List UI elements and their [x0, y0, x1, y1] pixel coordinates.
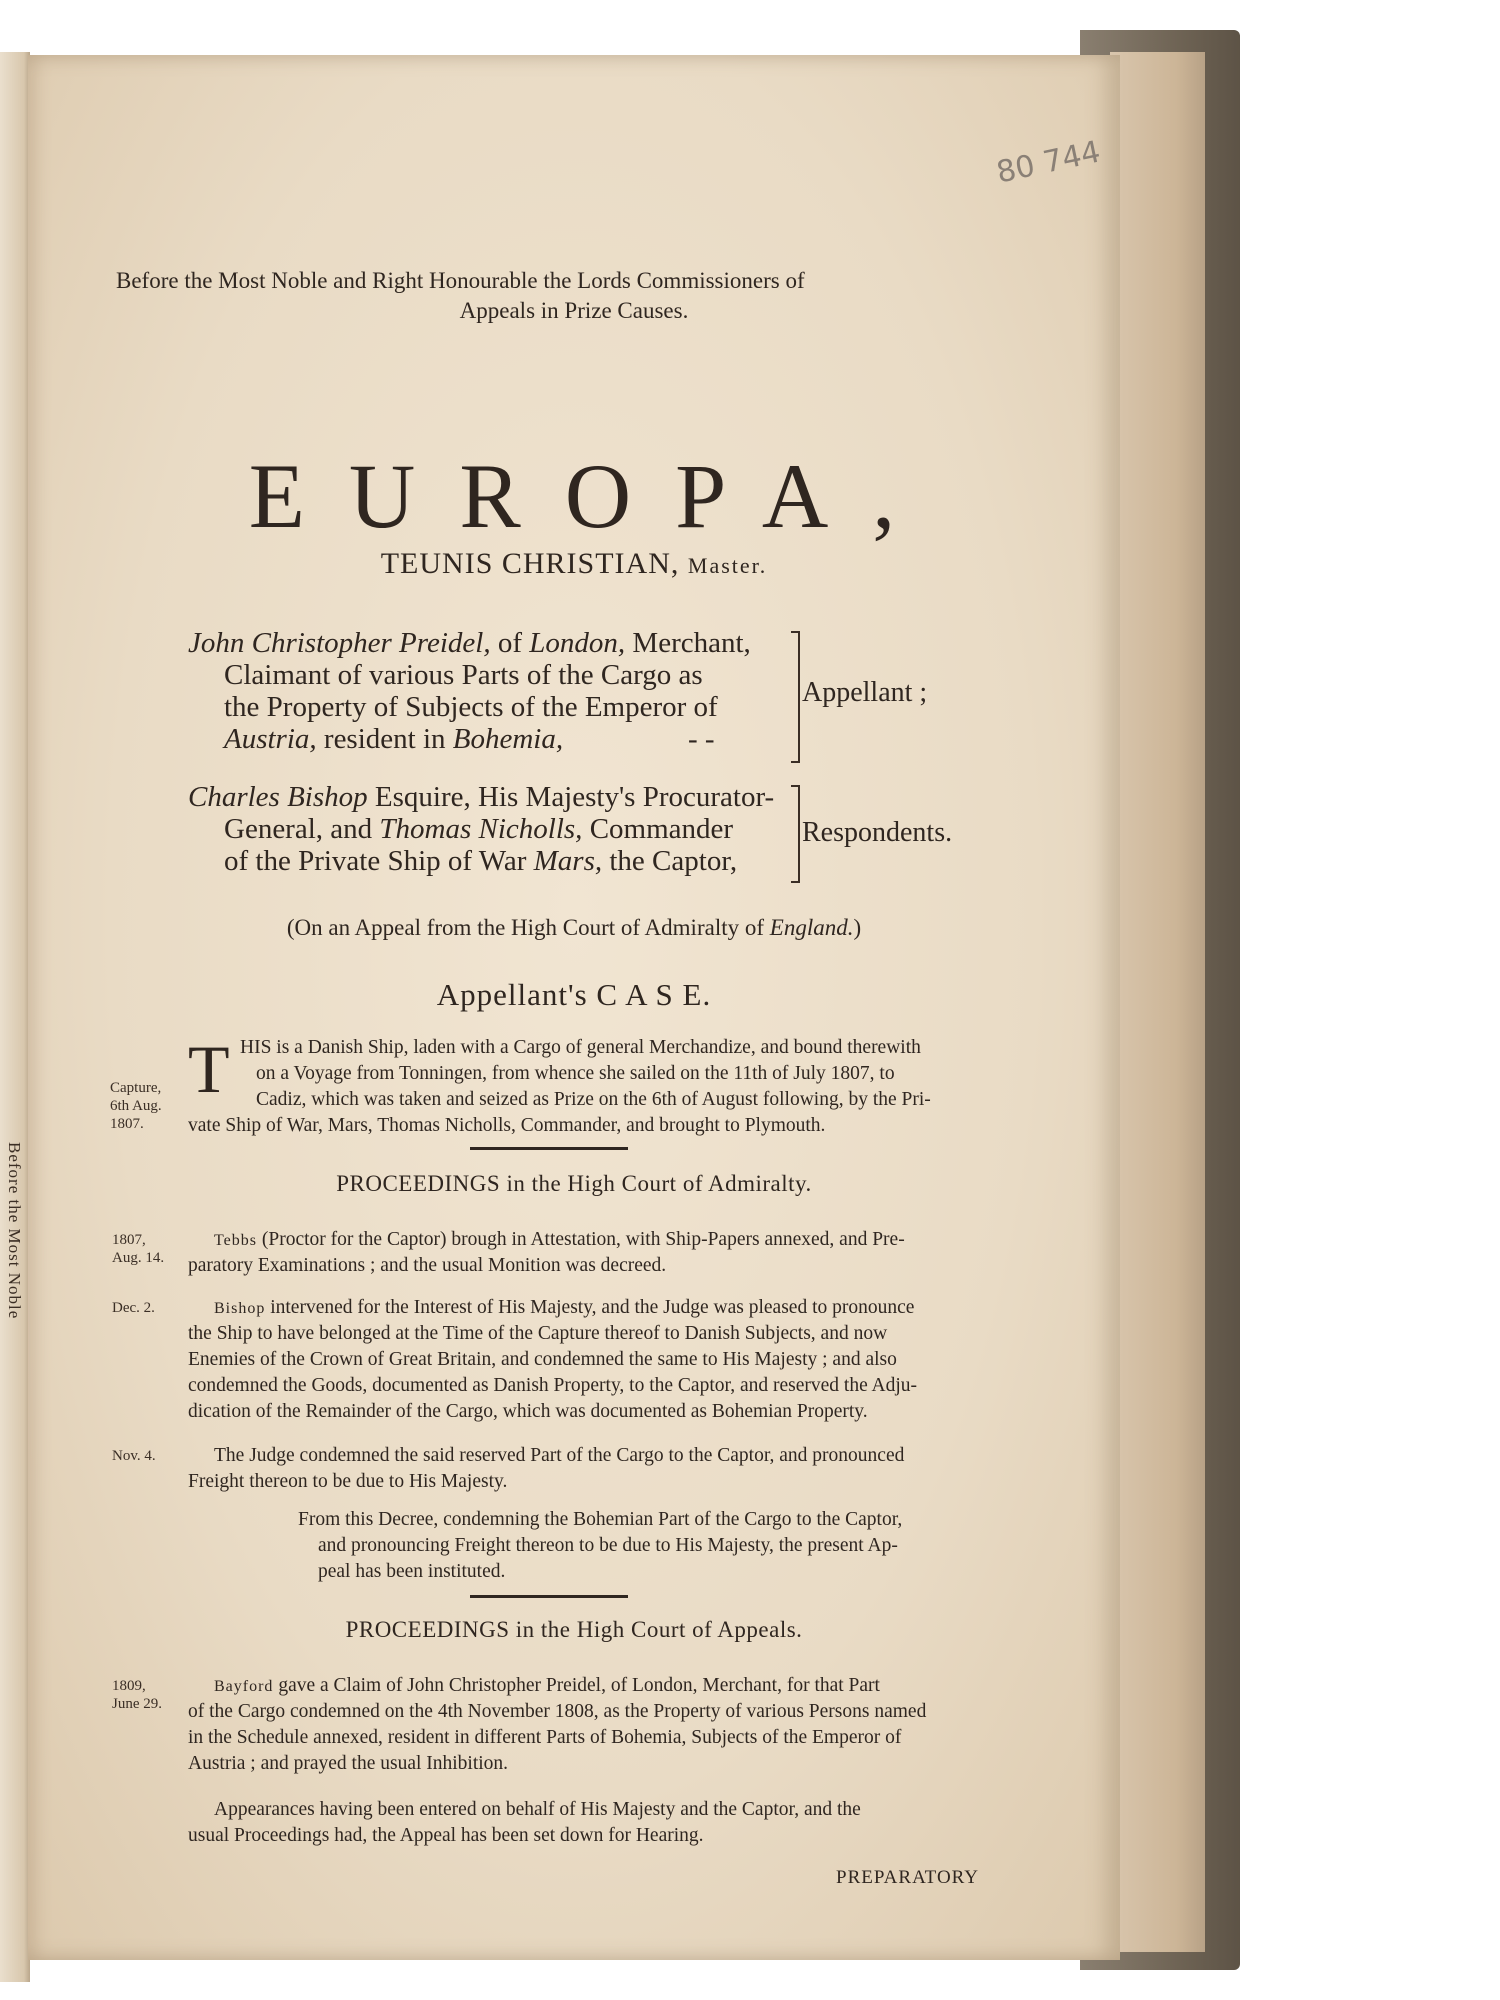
- appeals-p2-line-2: usual Proceedings had, the Appeal has been set down for Hearing.: [188, 1825, 704, 1846]
- capture-margin-note: [110, 1079, 162, 1133]
- appellant-name: John Christopher Preidel,: [188, 627, 491, 659]
- header-line-1: Before the Most Noble and Right Honourable the Lords Commissioners of: [116, 268, 805, 293]
- appellant-line-3: the Property of Subjects of the Emperor of: [224, 691, 718, 723]
- appeal-close: ): [853, 915, 862, 940]
- margin-note-line: Aug. 14.: [112, 1250, 165, 1266]
- admiralty-p2-margin: [112, 1299, 155, 1317]
- appellant-role: Appellant ;: [802, 677, 928, 708]
- appellant-dashes: - -: [688, 723, 715, 755]
- appeals-p1-text: gave a Claim of John Christopher Preidel, of London, Merchant, for that Part: [273, 1675, 880, 1696]
- case-line-4: vate Ship of War, Mars, Thomas Nicholls, Commander, and brought to Plymouth.: [188, 1115, 826, 1136]
- case-line-2: on a Voyage from Tonningen, from whence she sailed on the 11th of July 1807, to: [256, 1063, 895, 1084]
- pencil-inventory-number: 80 744: [993, 134, 1104, 191]
- admiralty-p2-line-2: the Ship to have belonged at the Time of the Capture thereof to Danish Subjects, and now: [188, 1323, 888, 1344]
- respondent-line-1: [188, 781, 774, 814]
- margin-note-line: 6th Aug.: [110, 1098, 162, 1114]
- appellant-line-2: Claimant of various Parts of the Cargo as: [224, 659, 703, 691]
- appellant-country: Austria,: [224, 723, 317, 755]
- appellant-resident: resident in: [316, 723, 453, 755]
- admiralty-p4-line-3: peal has been instituted.: [318, 1561, 506, 1582]
- divider-rule: [470, 1595, 628, 1598]
- appeals-p1-line-3: in the Schedule annexed, resident in different Parts of Bohemia, Subjects of the Emperor of: [188, 1727, 902, 1748]
- margin-note-line: Capture,: [110, 1080, 162, 1096]
- proctor-name: Tebbs: [214, 1232, 257, 1249]
- catchword: PREPARATORY: [836, 1867, 980, 1888]
- admiralty-p2-line-1: [214, 1295, 914, 1322]
- page-edges: [1110, 52, 1205, 1952]
- appeal-text: (On an Appeal from the High Court of Admiralty of: [286, 915, 770, 940]
- facing-page: [0, 52, 30, 1982]
- master-line: [28, 547, 1120, 581]
- respondent-general: General, and: [224, 813, 380, 845]
- respondent-line-2: [224, 813, 733, 846]
- case-line-3: Cadiz, which was taken and seized as Prize on the 6th of August following, by the Pri-: [256, 1089, 931, 1110]
- admiralty-p4-line-1: From this Decree, condemning the Bohemian Part of the Cargo to the Captor,: [298, 1509, 903, 1530]
- appellant-region: Bohemia,: [452, 723, 564, 755]
- appeals-p1-line-2: of the Cargo condemned on the 4th November 1808, as the Property of various Persons named: [188, 1701, 927, 1722]
- respondent-role: Respondents.: [802, 817, 953, 848]
- respondent-ship-prefix: of the Private Ship of War: [224, 845, 534, 877]
- appellant-line-4: [224, 723, 563, 756]
- admiralty-p2-line-3: Enemies of the Crown of Great Britain, and condemned the same to His Majesty ; and also: [188, 1349, 897, 1370]
- appeal-line: [28, 915, 1120, 941]
- appellant-brace: [791, 631, 800, 763]
- admiralty-p4-line-2: and pronouncing Freight thereon to be due to His Majesty, the present Ap-: [318, 1535, 898, 1556]
- appeals-p2-line-1: Appearances having been entered on behalf of His Majesty and the Captor, and the: [214, 1799, 861, 1820]
- appellant-of: of: [490, 627, 530, 659]
- respondent-captor: the Captor,: [602, 845, 738, 877]
- case-drop-cap: T: [188, 1031, 230, 1107]
- admiralty-p3-margin: [112, 1447, 156, 1465]
- respondent-brace: [791, 785, 800, 883]
- appeals-p1-margin: [112, 1677, 162, 1713]
- claimant-proctor-name: Bayford: [214, 1678, 274, 1695]
- margin-note-line: Dec. 2.: [112, 1300, 155, 1316]
- divider-rule: [470, 1147, 628, 1150]
- admiralty-p2-text: intervened for the Interest of His Majesty, and the Judge was pleased to pronounce: [265, 1297, 915, 1318]
- appeals-title: [28, 1617, 1120, 1643]
- margin-note-line: 1809,: [112, 1678, 146, 1694]
- margin-note-line: 1807.: [110, 1116, 144, 1132]
- appellant-line-1: [188, 627, 751, 660]
- case-title: Appellant's C A S E.: [436, 977, 712, 1012]
- appeals-title-caps: PROCEEDINGS: [345, 1617, 510, 1642]
- margin-note-line: June 29.: [112, 1696, 162, 1712]
- admiralty-p1-line-2: paratory Examinations ; and the usual Monition was decreed.: [188, 1255, 667, 1276]
- admiralty-p1-margin: [112, 1231, 164, 1267]
- admiralty-p2-line-5: dication of the Remainder of the Cargo, which was documented as Bohemian Property.: [188, 1401, 868, 1422]
- respondent-title-2: Commander: [582, 813, 734, 845]
- respondent-title-1: Esquire, His Majesty's Procurator-: [367, 781, 775, 813]
- header-line-2: Appeals in Prize Causes.: [459, 298, 689, 323]
- appeals-title-rest: in the High Court of Appeals.: [509, 1617, 803, 1642]
- appellant-occupation: Merchant,: [625, 627, 751, 659]
- admiralty-p3-line-1: The Judge condemned the said reserved Part of the Cargo to the Captor, and pronounced: [214, 1445, 905, 1466]
- appeals-p1-line-1: [214, 1673, 880, 1700]
- admiralty-title-rest: in the High Court of Admiralty.: [500, 1171, 812, 1196]
- margin-note-line: Nov. 4.: [112, 1448, 156, 1464]
- case-line-1: HIS is a Danish Ship, laden with a Cargo of general Merchandize, and bound therewith: [240, 1037, 921, 1058]
- spine-text: Before the Most Noble: [5, 1142, 24, 1320]
- admiralty-p3-line-2: Freight thereon to be due to His Majesty.: [188, 1471, 508, 1492]
- master-name: TEUNIS CHRISTIAN,: [380, 547, 680, 580]
- master-word: Master.: [687, 553, 768, 578]
- respondent-name-2: Thomas Nicholls,: [379, 813, 583, 845]
- admiralty-title-caps: PROCEEDINGS: [336, 1171, 501, 1196]
- document-page: [28, 55, 1120, 1960]
- admiralty-p1-text: (Proctor for the Captor) brough in Attestation, with Ship-Papers annexed, and Pre-: [256, 1229, 905, 1250]
- admiralty-p2-line-4: condemned the Goods, documented as Danish Property, to the Captor, and reserved the Adju-: [188, 1375, 918, 1396]
- admiralty-title: [28, 1171, 1120, 1197]
- appellant-place: London,: [529, 627, 626, 659]
- appeal-place: England.: [769, 915, 854, 940]
- admiralty-p1-line-1: [214, 1227, 905, 1254]
- ship-title: EUROPA,: [248, 445, 940, 547]
- respondent-name-1: Charles Bishop: [188, 781, 368, 813]
- intervener-name: Bishop: [214, 1300, 266, 1317]
- margin-note-line: 1807,: [112, 1232, 146, 1248]
- respondent-line-3: [224, 845, 737, 878]
- respondent-ship: Mars,: [533, 845, 603, 877]
- appeals-p1-line-4: Austria ; and prayed the usual Inhibition.: [188, 1753, 509, 1774]
